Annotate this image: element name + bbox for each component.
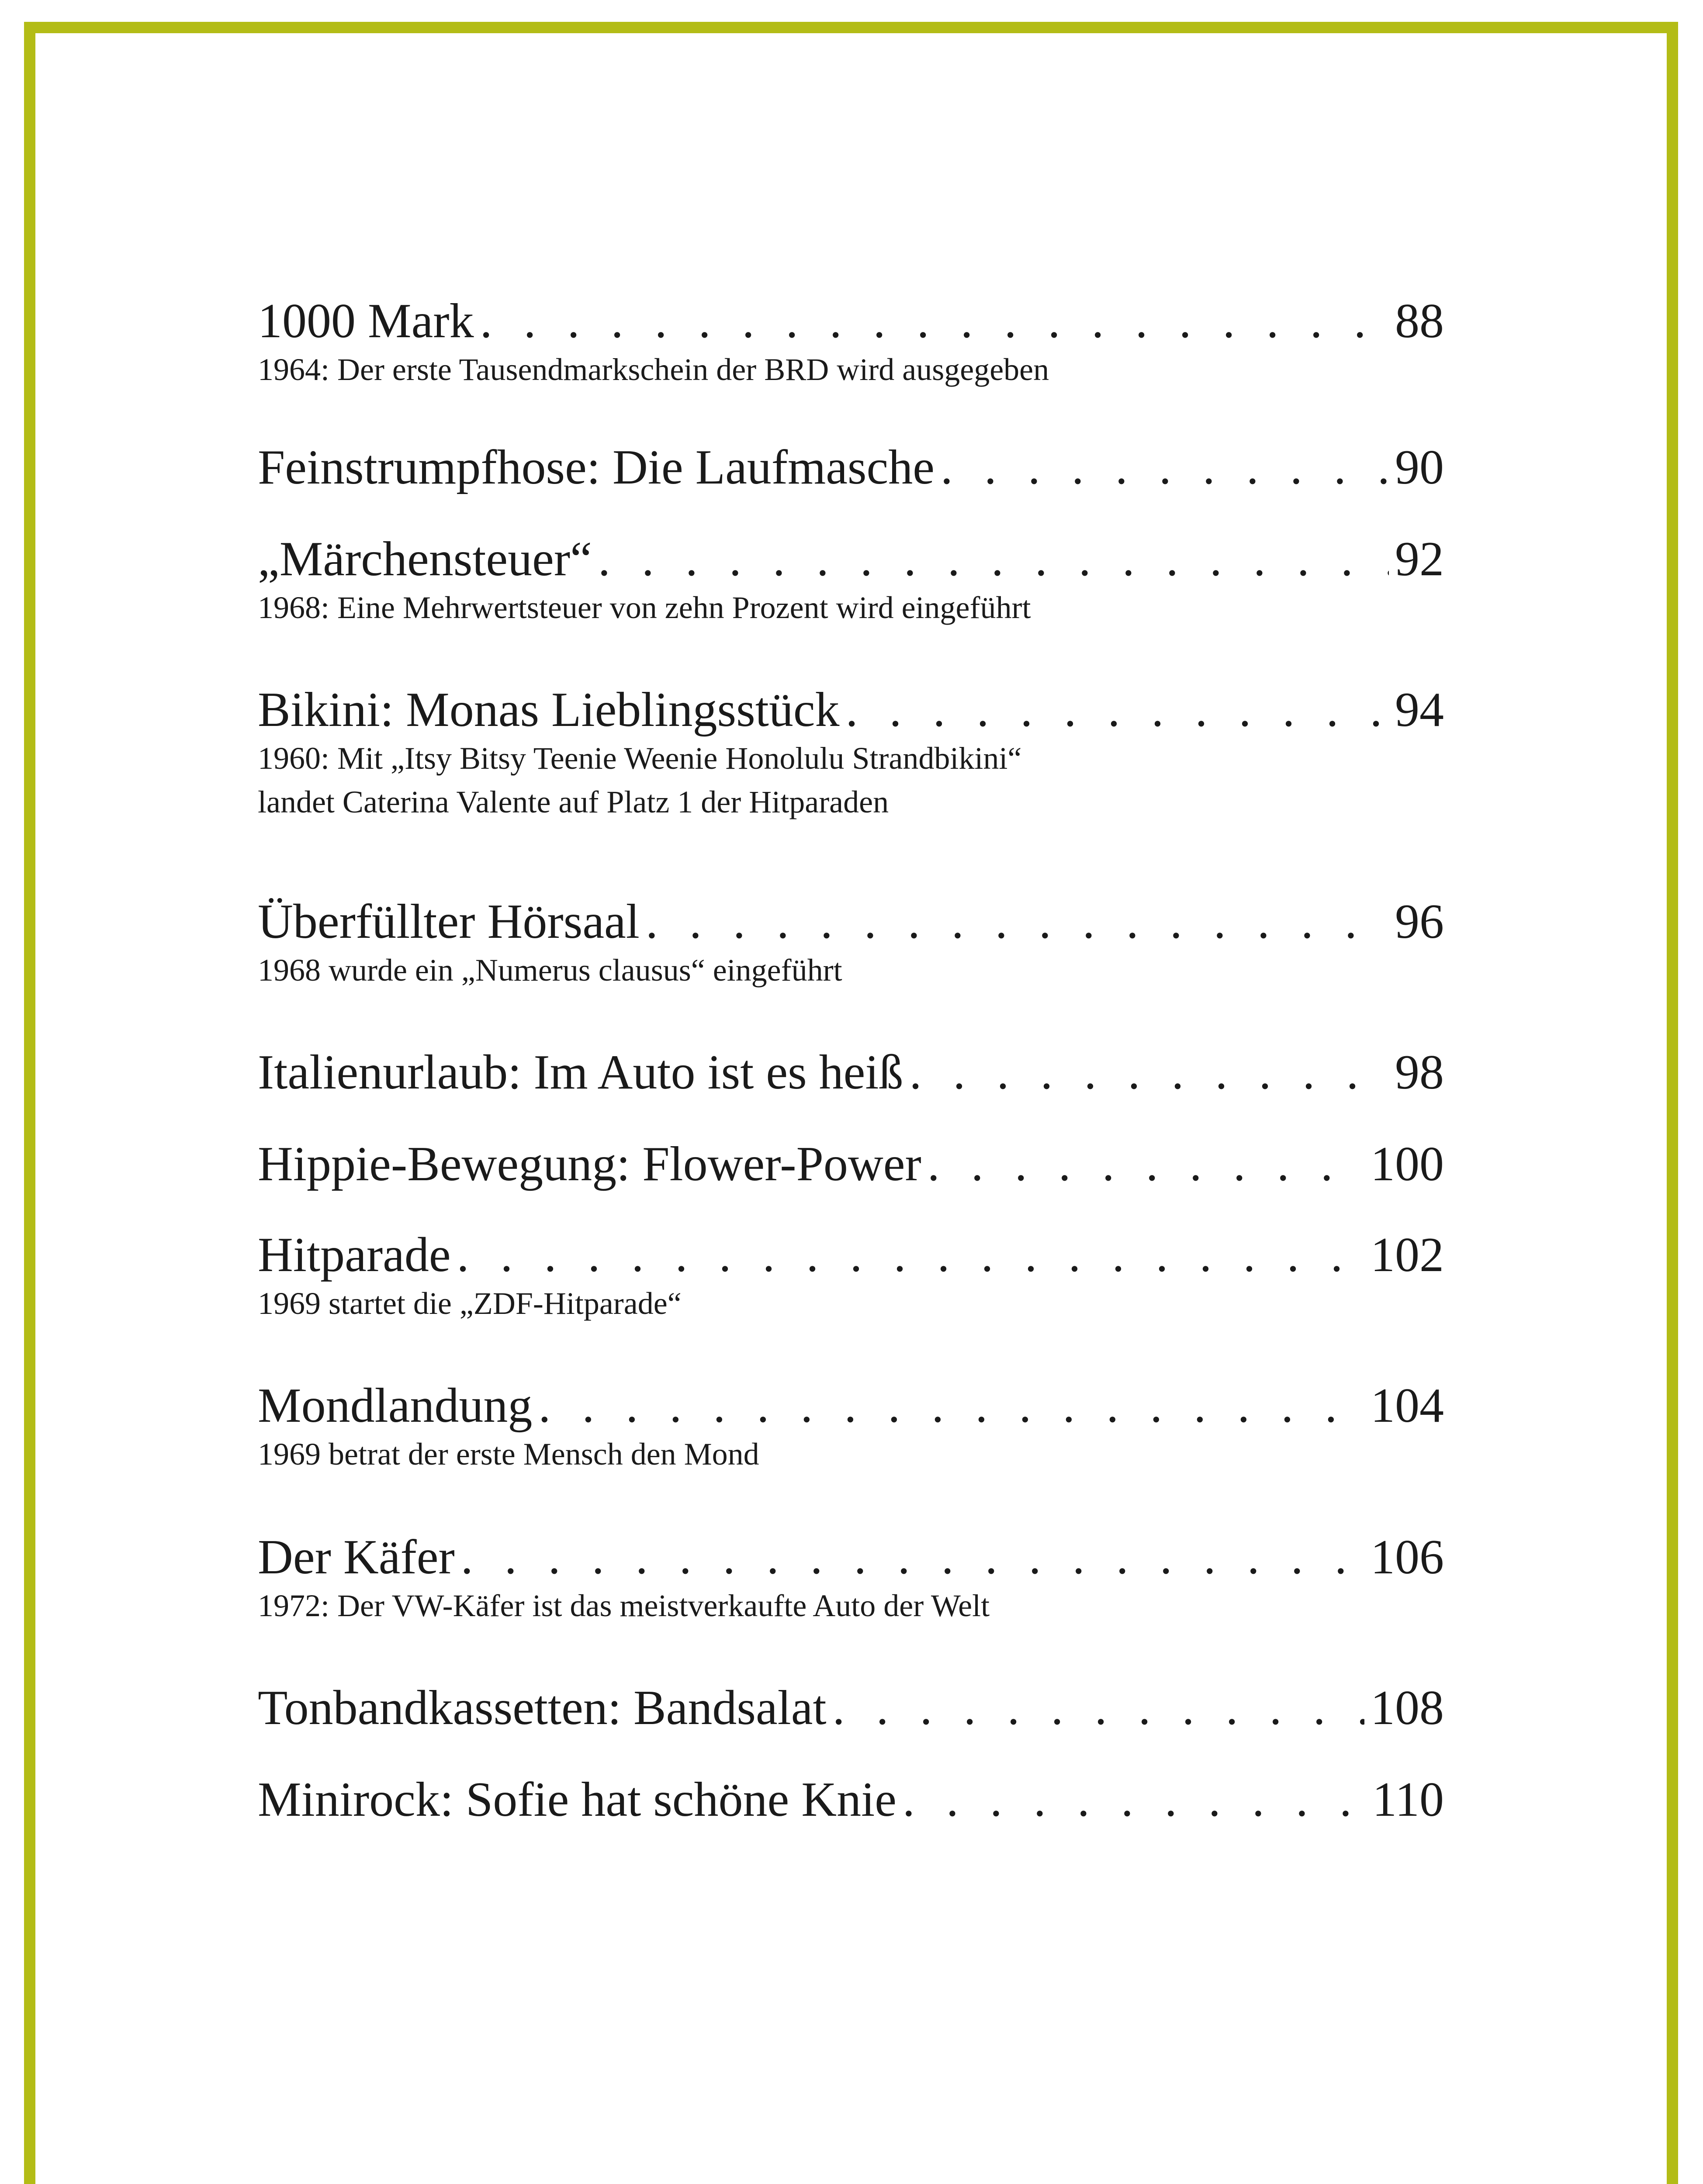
toc-entry-title: 1000 Mark [258,294,474,348]
toc-entry[interactable] [258,889,1444,992]
dot-leader [833,1675,1364,1741]
toc-entry[interactable] [258,1222,1444,1325]
toc-entry-title: Italienurlaub: Im Auto ist es heiß [258,1045,903,1099]
toc-entry-page: 96 [1395,895,1444,949]
toc-entry[interactable] [258,1675,1444,1741]
toc-entry-subtitle: landet Caterina Valente auf Platz 1 der Hitparaden [258,784,889,819]
toc-entry-page: 94 [1395,683,1444,737]
toc-entry-page: 106 [1371,1530,1444,1584]
toc-entry[interactable] [258,1040,1444,1105]
toc-entry-page: 90 [1395,440,1444,494]
dot-leader [457,1222,1364,1288]
toc-entry-page: 88 [1395,294,1444,348]
toc-entry-title: Der Käfer [258,1530,455,1584]
dot-leader [598,526,1389,592]
toc-entry[interactable] [258,1524,1444,1628]
toc-entry-subtitle: 1969 startet die „ZDF-Hitparade“ [258,1286,682,1321]
dot-leader [903,1767,1366,1832]
toc-entry[interactable] [258,526,1444,629]
toc-entry-subtitle: 1964: Der erste Tausendmarkschein der BRD wird ausgegeben [258,352,1049,387]
dot-leader [480,288,1389,354]
dot-leader [461,1524,1364,1590]
toc-entry-title: Hippie-Bewegung: Flower-Power [258,1137,921,1191]
toc-entry-subtitle: 1969 betrat der erste Mensch den Mond [258,1437,759,1472]
toc-entry-title: Mondlandung [258,1379,533,1433]
toc-entry[interactable] [258,677,1444,824]
toc-entry[interactable] [258,435,1444,500]
toc-entry-title: Tonbandkassetten: Bandsalat [258,1681,827,1735]
dot-leader [928,1131,1364,1197]
toc-entry-page: 104 [1371,1379,1444,1433]
toc-entry-page: 100 [1371,1137,1444,1191]
toc-entry-page: 102 [1371,1228,1444,1282]
dot-leader [846,677,1389,743]
toc-entry-page: 110 [1372,1773,1444,1827]
toc-entry[interactable] [258,1373,1444,1476]
dot-leader [538,1373,1364,1438]
toc-entry-page: 98 [1395,1045,1444,1099]
dot-leader [941,435,1389,500]
toc-entry-title: Feinstrumpfhose: Die Laufmasche [258,440,935,494]
toc-entry-title: Minirock: Sofie hat schöne Knie [258,1773,896,1827]
dot-leader [910,1040,1389,1105]
toc-entry-subtitle: 1960: Mit „Itsy Bitsy Teenie Weenie Honolulu Strandbikini“ [258,741,1022,776]
toc-entry-title: Bikini: Monas Lieblingsstück [258,683,840,737]
toc-entry-title: Hitparade [258,1228,451,1282]
toc-entry-subtitle: 1968 wurde ein „Numerus clausus“ eingeführt [258,953,842,988]
toc-entry-subtitle: 1972: Der VW-Käfer ist das meistverkaufte Auto der Welt [258,1588,990,1623]
toc-entry-page: 92 [1395,532,1444,586]
toc-entry[interactable] [258,1767,1444,1832]
toc-entry[interactable] [258,1131,1444,1197]
toc-entry-title: Überfüllter Hörsaal [258,895,640,949]
toc-entry-subtitle: 1968: Eine Mehrwertsteuer von zehn Prozent wird eingeführt [258,590,1031,625]
dot-leader [646,889,1389,954]
toc-entry-title: „Märchensteuer“ [258,532,592,586]
toc-entry[interactable] [258,288,1444,391]
toc-entry-page: 108 [1371,1681,1444,1735]
